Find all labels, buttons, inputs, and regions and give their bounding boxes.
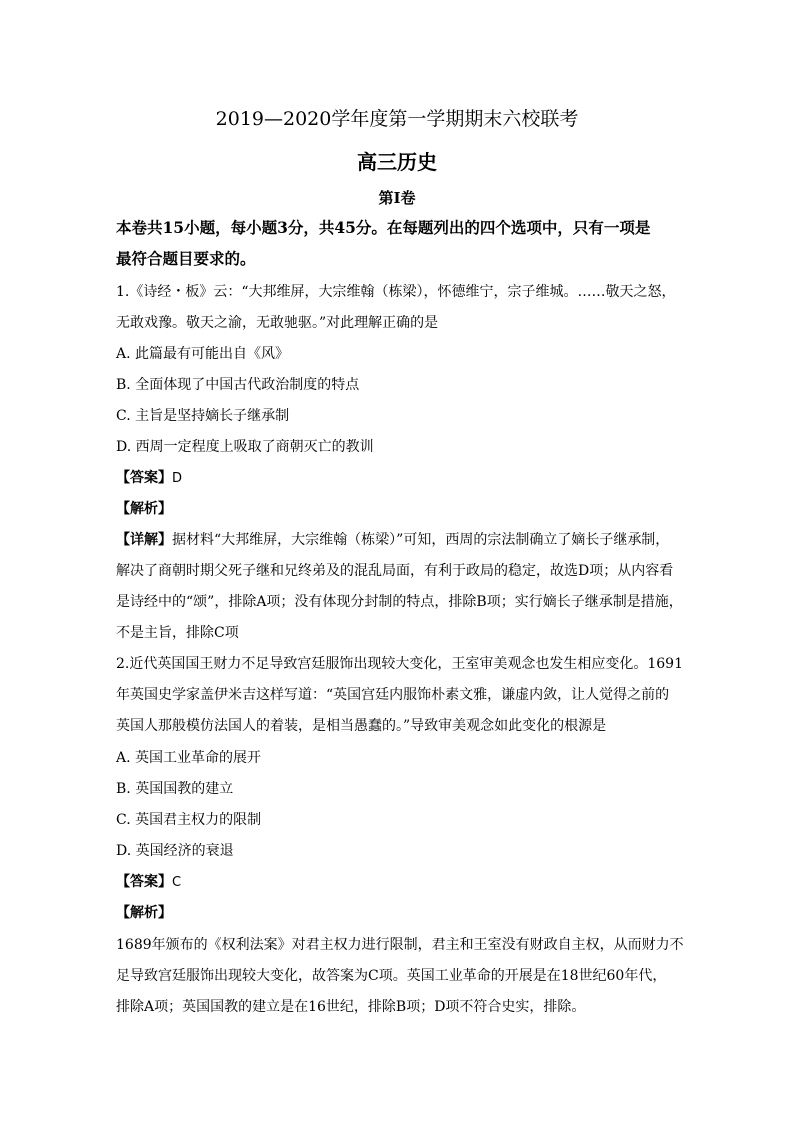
q2-analysis-line-3: 排除A项；英国国教的建立是在16世纪，排除B项；D项不符合史实，排除。 — [116, 999, 586, 1015]
answer-value: D — [172, 471, 183, 486]
q2-analysis-tag: 【解析】 — [116, 905, 172, 921]
q2-analysis-line-1: 1689年颁布的《权利法案》对君主权力进行限制，君主和王室没有财政自主权，从而财力不 — [116, 937, 684, 953]
q2-answer — [116, 871, 181, 891]
part-heading: 第I卷 — [378, 189, 416, 207]
q1-option-b: B. 全面体现了中国古代政治制度的特点 — [116, 377, 360, 393]
q2-analysis-line-2: 足导致宫廷服饰出现较大变化，故答案为C项。英国工业革命的开展是在18世纪60年代， — [116, 968, 667, 984]
q1-stem-line-2: 无敢戏豫。敬天之渝，无敢驰驱。”对此理解正确的是 — [116, 315, 439, 331]
detail-tag: 【详解】 — [116, 532, 172, 548]
q2-option-c: C. 英国君主权力的限制 — [116, 812, 262, 828]
detail-text: 据材料“大邦维屏，大宗维翰（栋梁）”可知，西周的宗法制确立了嫡长子继承制， — [172, 532, 670, 548]
q1-detail-line-3: 是诗经中的“颂”，排除A项；没有体现分封制的特点，排除B项；实行嫡长子继承制是措施， — [116, 594, 683, 610]
q1-answer — [116, 467, 182, 487]
q2-option-b: B. 英国国教的建立 — [116, 781, 234, 797]
subject-title: 高三历史 — [357, 150, 437, 174]
answer-value: C — [172, 875, 182, 890]
q1-detail-line-2: 解决了商朝时期父死子继和兄终弟及的混乱局面，有利于政局的稳定，故选D项；从内容看 — [116, 563, 674, 579]
q1-stem-line-1: 1.《诗经・板》云：“大邦维屏，大宗维翰（栋梁），怀德维宁，宗子维城。……敬天之怒， — [116, 284, 676, 300]
q2-stem-line-2: 年英国史学家盖伊米吉这样写道：“英国宫廷内服饰朴素文雅，谦虚内敛，让人觉得之前的 — [116, 687, 670, 703]
q2-stem-line-3: 英国人那般模仿法国人的着装，是相当愚蠢的。”导致审美观念如此变化的根源是 — [116, 718, 607, 734]
q2-option-a: A. 英国工业革命的展开 — [116, 750, 262, 766]
q1-detail-line-4: 不是主旨，排除C项 — [116, 625, 239, 641]
q1-option-c: C. 主旨是坚持嫡长子继承制 — [116, 408, 290, 424]
q2-stem-line-1: 2.近代英国国王财力不足导致宫廷服饰出现较大变化，王室审美观念也发生相应变化。1691 — [116, 656, 683, 672]
q1-detail-line-1 — [116, 529, 669, 549]
instructions-line-1: 本卷共15小题，每小题3分，共45分。在每题列出的四个选项中，只有一项是 — [116, 218, 651, 237]
q2-option-d: D. 英国经济的衰退 — [116, 843, 234, 859]
answer-tag: 【答案】 — [116, 470, 172, 486]
instructions-line-2: 最符合题目要求的。 — [116, 249, 256, 268]
q1-analysis-tag: 【解析】 — [116, 501, 172, 517]
exam-title: 2019—2020学年度第一学期期末六校联考 — [215, 108, 579, 130]
q1-option-d: D. 西周一定程度上吸取了商朝灭亡的教训 — [116, 439, 374, 455]
q1-option-a: A. 此篇最有可能出自《风》 — [116, 346, 290, 362]
answer-tag: 【答案】 — [116, 874, 172, 890]
